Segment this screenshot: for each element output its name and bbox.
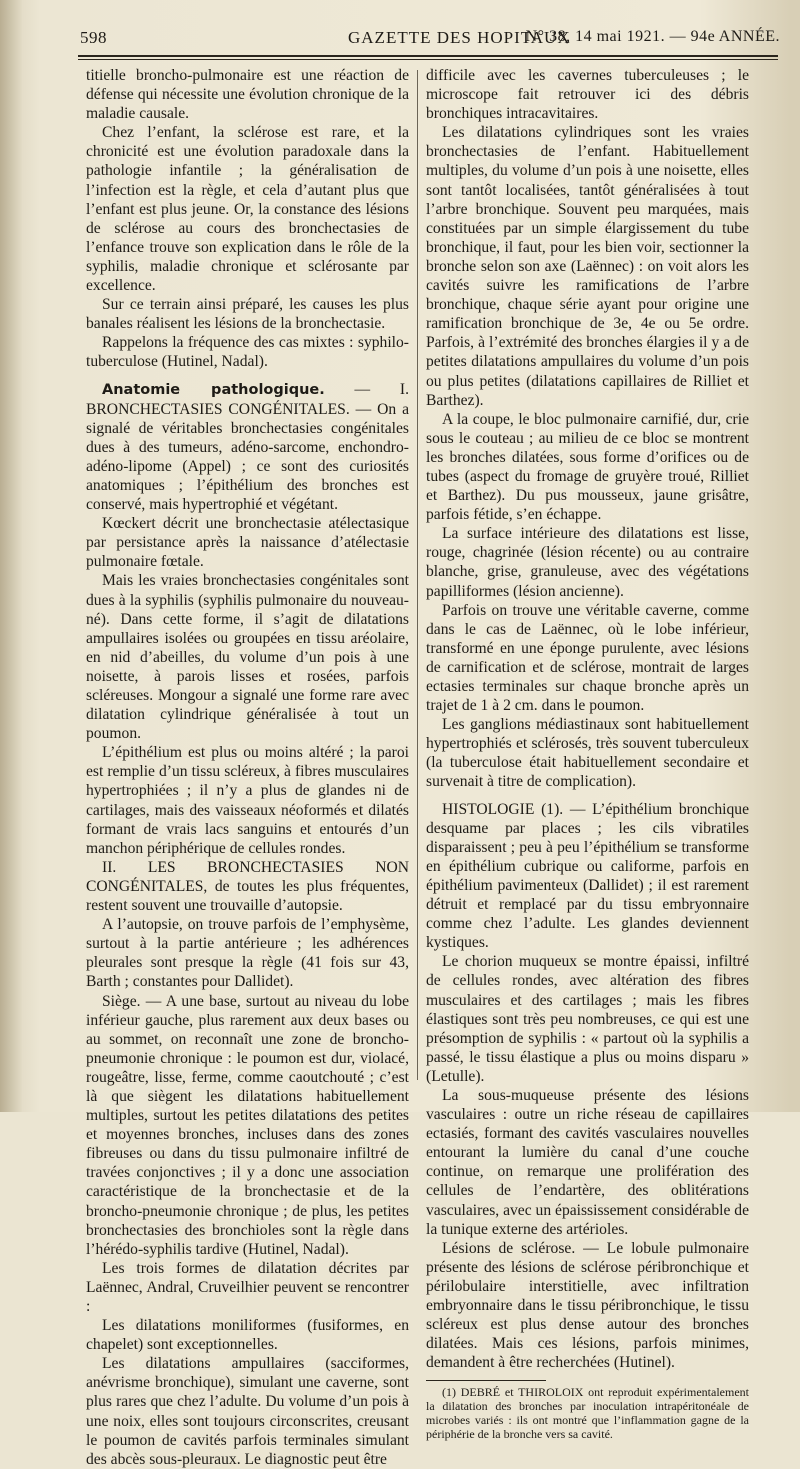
left-column xyxy=(86,66,409,1469)
right-column xyxy=(426,66,749,1441)
paragraph xyxy=(86,123,409,295)
paragraph-text: Parfois on trouve une véritable caverne, comme dans le cas de Laënnec, où le lobe inférieur, transformé en une éponge purulente, avec lésions de carnification et de sclérose, montrait de larges ectasies terminales sur chaque bronche après un trajet de 1 à 2 cm. dans le poumon. xyxy=(426,601,749,715)
paragraph xyxy=(86,66,409,123)
paragraph xyxy=(86,1316,409,1354)
paragraph xyxy=(426,1086,749,1239)
paragraph xyxy=(426,952,749,1086)
paragraph-text: Le chorion muqueux se montre épaissi, infiltré de cellules rondes, avec altération des fibres musculaires et des cartilages ; mais les fibres élastiques sont très peu nombreuses, ce qui est une présomption de syphilis : « partout où la syphilis a passé, le tissu élastique a plus ou moins disparu » (Letulle). xyxy=(426,953,749,1085)
paragraph-text: Kœckert décrit une bronchectasie atélectasique par persistance après la naissance d’atélectasie pulmonaire fœtale. xyxy=(86,515,409,571)
paragraph-text: titielle broncho-pulmonaire est une réaction de défense qui nécessite une évolution chronique de la maladie causale. xyxy=(86,67,409,123)
paragraph-text: A la coupe, le bloc pulmonaire carnifié, dur, crie sous le couteau ; au milieu de ce bloc se montrent les bronches dilatées, sous forme d’orifices ou de tubes (aspect du fromage de gruyère troué, Rilliet et Barthez). Du pus mousseux, jaune grisâtre, parfois fétide, s’en échappe. xyxy=(426,410,749,524)
paragraph-text: La surface intérieure des dilatations est lisse, rouge, chagrinée (lésion récente) ou au contraire blanche, grise, granuleuse, avec des végétations papilliformes (lésion ancienne). xyxy=(426,525,749,600)
paragraph-text: difficile avec les cavernes tuberculeuses ; le microscope fait retrouver ici des débris bronchiques intracavitaires. xyxy=(426,67,749,123)
paragraph xyxy=(86,571,409,743)
paragraph-text: Sur ce terrain ainsi préparé, les causes les plus banales réalisent les lésions de la bronchectasie. xyxy=(86,296,409,333)
paragraph-text: Siège. — A une base, surtout au niveau du lobe inférieur gauche, plus rarement aux deux bases ou au sommet, on reconnaît une zone de broncho-pneumonie chronique : le poumon est dur, violacé, rougeâtre, lisse, ferme, comme caoutchouté ; c’est là que siègent les dilatations habituellement multiples, surtout les petites dilatations des petites et moyennes bronches, incluses dans des zones fibreuses ou dans du tissu pulmonaire infiltré de travées conjonctives ; il y a donc une association caractéristique de la bronchectasie et de la broncho-pneumonie chronique ; de plus, les petites bronchectasies des bronchioles sont la règle dans l’hérédo-syphilis tardive (Hutinel, Nadal). xyxy=(86,992,409,1258)
paragraph-text: Rappelons la fréquence des cas mixtes : syphilo-tuberculose (Hutinel, Nadal). xyxy=(86,334,409,371)
header-rule-thin xyxy=(78,59,778,60)
paragraph xyxy=(426,123,749,409)
paragraph xyxy=(86,743,409,858)
paragraph xyxy=(426,524,749,600)
paragraph xyxy=(86,295,409,333)
paragraph-text: Les trois formes de dilatation décrites par Laënnec, Andral, Cruveilhier peuvent se rencontrer : xyxy=(86,1259,409,1315)
paragraph-text: Les dilatations cylindriques sont les vraies bronchectasies de l’enfant. Habituellement multiples, du volume d’un pois à une noisette, elles sont tantôt localisées, tantôt généralisées à tout l’arbre bronchique. Souvent peu marquées, mais constituées par un simple élargissement du tube bronchique, il faut, pour les bien voir, sectionner la bronche selon son axe (Laënnec) : on voit alors les cavités suivre les ramifications de l’arbre bronchique, chaque série ayant pour origine une ramification bronchique de 3e, 4e ou 5e ordre. Parfois, à l’extrémité des bronches élargies il y a de petites dilatations ampullaires du volume d’un pois ou plus petites (dilatations capillaires de Rilliet et Barthez). xyxy=(426,124,749,409)
journal-title: GAZETTE DES HOPITAUX xyxy=(348,28,571,47)
section-heading: Anatomie pathologique. xyxy=(102,381,325,398)
paragraph-text: II. LES BRONCHECTASIES NON CONGÉNITALES, de toutes les plus fréquentes, restent souvent une trouvaille d’autopsie. xyxy=(86,858,409,915)
paragraph xyxy=(426,601,749,716)
paragraph-text: A l’autopsie, on trouve parfois de l’emphysème, surtout à la partie antérieure ; les adhérences pleurales sont presque la règle (41 fois sur 43, Barth ; constantes pour Dallidet). xyxy=(86,916,409,991)
paragraph-text: La sous-muqueuse présente des lésions vasculaires : outre un riche réseau de capillaires ectasiés, formant des cavités vasculaires nouvelles entourant la lumière du canal d’une couche continue, on remarque une prolifération des cellules de l’endartère, des oblitérations vasculaires, avec un épaississement considérable de la tunique externe des artérioles. xyxy=(426,1086,750,1238)
paragraph xyxy=(426,800,749,953)
paragraph-text: Lésions de sclérose. — Le lobule pulmonaire présente des lésions de sclérose péribronchique et périlobulaire interstitielle, avec infiltration embryonnaire dans le tissu péribronchique, le tissu scléreux est plus dense autour des bronches dilatées. Mais ces lésions, parfois minimes, demandent à être recherchées (Hutinel). xyxy=(426,1239,749,1372)
paragraph-text: HISTOLOGIE (1). — L’épithélium bronchique desquame par places ; les cils vibratiles disparaissent ; peu à peu l’épithélium se transforme en épithélium cubrique ou califorme, parfois en épithélium pavimenteux (Dallidet) ; il est rarement détruit et remplacé par du tissu embryonnaire comme chez l’adulte. Les glandes deviennent kystiques. xyxy=(426,800,749,952)
paragraph xyxy=(86,514,409,571)
paragraph xyxy=(86,992,409,1259)
paragraph-gap xyxy=(86,372,409,380)
paragraph-text: Chez l’enfant, la sclérose est rare, et la chronicité est une évolution paradoxale dans la pathologie infantile ; la généralisation de l’infection est la règle, et cela d’autant plus que l’enfant est plus jeune. Or, la constance des lésions de sclérose au cours des bronchectasies de l’enfance trouve son explication dans le rôle de la syphilis, maladie chronique et sclérosante par excellence. xyxy=(86,124,409,295)
header-rule xyxy=(78,55,778,57)
paragraph-text: Mais les vraies bronchectasies congénitales sont dues à la syphilis (syphilis pulmonaire du nouveau-né). Dans cette forme, il s’agit de dilatations ampullaires isolées ou groupées en tissu aréolaire, en nid d’abeilles, du volume d’un pois à une noisette, à parois lisses et rosées, parfois scléreuses. Mongour a signalé une forme rare avec dilatation cylindrique généralisée à tout un poumon. xyxy=(86,572,409,743)
paragraph-text: Les dilatations moniliformes (fusiformes, en chapelet) sont exceptionnelles. xyxy=(86,1317,409,1354)
paragraph-text: — I. BRONCHECTASIES CONGÉNITALES. — On a signalé de véritables bronchectasies congénitales dues à des tumeurs, adéno-sarcome, enchondro-adéno-lipome (Appel) ; ce sont des curiosités anatomiques ; l’épithélium des bronches est conservé, mais hypertrophié et végétant. xyxy=(86,380,409,514)
paragraph xyxy=(86,915,409,991)
paragraph xyxy=(86,1354,409,1469)
page-header xyxy=(80,22,780,52)
footnote-rule xyxy=(426,1380,546,1381)
issue-info: N° 38, 14 mai 1921. — 94e ANNÉE. xyxy=(525,28,780,45)
column-divider xyxy=(417,70,418,1080)
paragraph-text: Les ganglions médiastinaux sont habituellement hypertrophiés et sclérosés, très souvent tuberculeux (la tuberculose était habituellement secondaire et survenait à titre de complication). xyxy=(426,716,749,791)
paragraph xyxy=(426,410,749,525)
paragraph-text: Les dilatations ampullaires (sacciformes, anévrisme bronchique), simulant une caverne, sont plus rares que chez l’adulte. Du volume d’un pois à une noix, elles sont toujours circonscrites, creusant le poumon de cavités parfois terminales simulant des abcès sous-pleuraux. Le diagnostic peut être xyxy=(86,1355,409,1468)
paragraph xyxy=(426,66,749,123)
footnote: (1) DEBRÉ et THIROLOIX ont reproduit expérimentalement la dilatation des bronches par inoculation intrapéritonéale de microbes variés : ils ont montré que l’inflammation gagne de la périphérie de la bronche vers sa cavité. xyxy=(426,1385,749,1442)
paragraph xyxy=(86,858,409,915)
paragraph xyxy=(86,333,409,371)
paragraph xyxy=(426,1239,749,1373)
paragraph-gap xyxy=(426,792,749,800)
paragraph xyxy=(426,715,749,791)
right-column-body xyxy=(426,66,749,1372)
paragraph xyxy=(86,1259,409,1316)
binding-edge xyxy=(0,0,22,1112)
page-number: 598 xyxy=(80,28,107,47)
paragraph xyxy=(86,380,409,515)
paragraph-text: L’épithélium est plus ou moins altéré ; la paroi est remplie d’un tissu scléreux, à fibres musculaires hypertrophiées ; il n’y a plus de glandes ni de cartilages, mais des vaisseaux néoformés et dilatés formant de vrais lacs sanguins et entourés d’un manchon périphérique de cellules rondes. xyxy=(86,744,409,857)
